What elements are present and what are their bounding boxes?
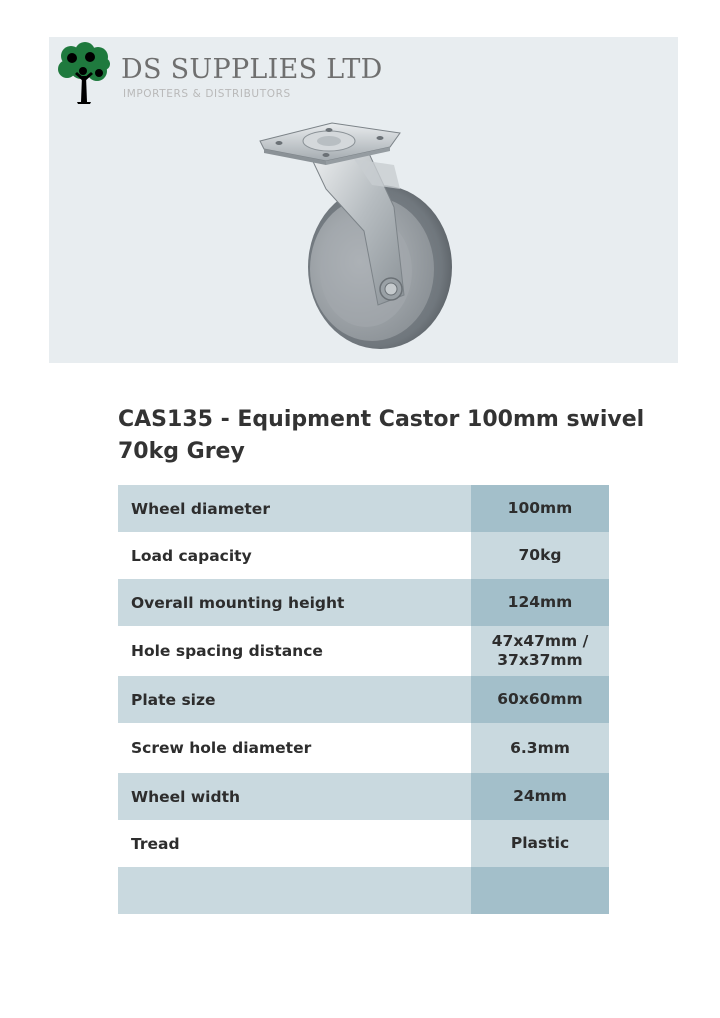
table-row	[118, 579, 609, 626]
table-row	[118, 485, 609, 532]
spec-label: Plate size	[118, 676, 471, 723]
spec-label	[118, 867, 471, 914]
spec-value	[471, 867, 609, 914]
spec-label: Load capacity	[118, 532, 471, 579]
spec-value: 24mm	[471, 773, 609, 820]
table-row	[118, 676, 609, 723]
spec-label: Tread	[118, 820, 471, 867]
company-name: DS SUPPLIES LTD	[121, 54, 383, 85]
tree-logo-icon	[57, 42, 111, 106]
spec-label: Hole spacing distance	[118, 626, 471, 676]
spec-label: Wheel width	[118, 773, 471, 820]
spec-value: Plastic	[471, 820, 609, 867]
specifications-table	[118, 485, 609, 914]
company-logo	[57, 42, 397, 106]
company-tagline: IMPORTERS & DISTRIBUTORS	[123, 88, 291, 100]
spec-label: Screw hole diameter	[118, 723, 471, 773]
spec-label: Overall mounting height	[118, 579, 471, 626]
table-row	[118, 820, 609, 867]
spec-value: 6.3mm	[471, 723, 609, 773]
table-row	[118, 532, 609, 579]
table-row	[118, 723, 609, 773]
castor-wheel-image	[254, 119, 464, 351]
table-row	[118, 773, 609, 820]
spec-value: 60x60mm	[471, 676, 609, 723]
spec-value: 47x47mm / 37x37mm	[471, 626, 609, 676]
spec-label: Wheel diameter	[118, 485, 471, 532]
table-row	[118, 867, 609, 914]
table-row	[118, 626, 609, 676]
spec-value: 100mm	[471, 485, 609, 532]
product-hero	[49, 37, 678, 363]
spec-value: 70kg	[471, 532, 609, 579]
product-title: CAS135 - Equipment Castor 100mm swivel 70kg Grey	[118, 407, 645, 464]
spec-value: 124mm	[471, 579, 609, 626]
